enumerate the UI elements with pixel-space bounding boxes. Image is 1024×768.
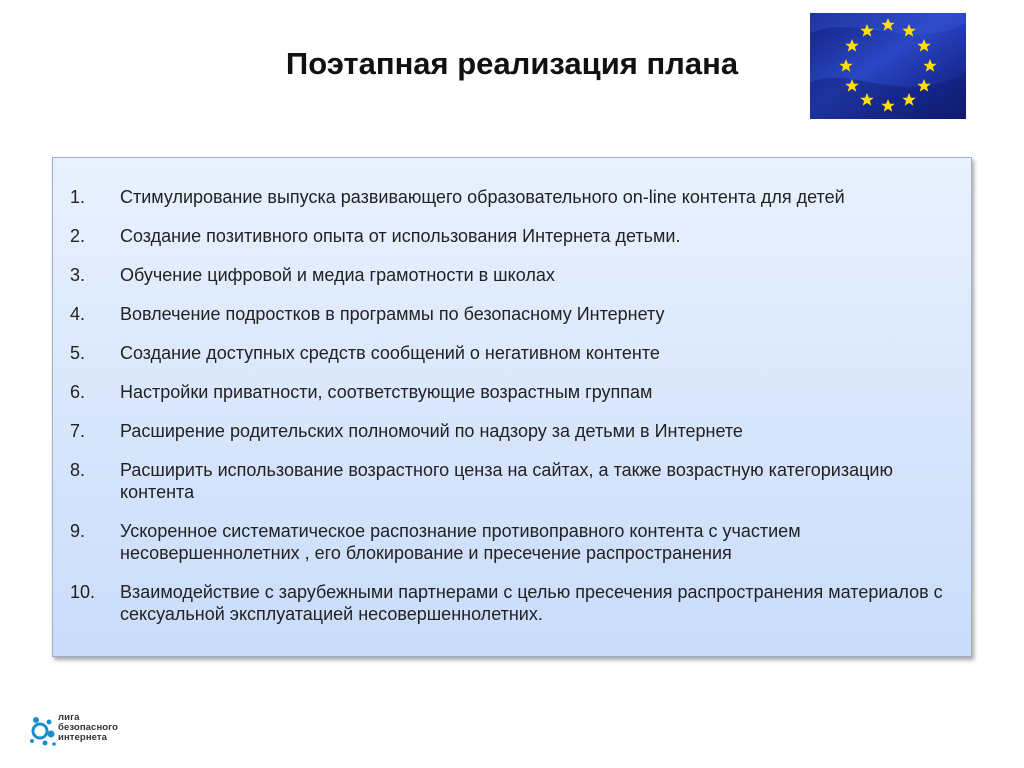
item-number: 4. — [70, 304, 86, 324]
item-text: Стимулирование выпуска развивающего образовательного on-line контента для детей — [120, 187, 845, 207]
item-text: Настройки приватности, соответствующие возрастным группам — [120, 382, 653, 402]
list-item — [70, 342, 965, 364]
list-item — [70, 581, 965, 625]
logo-text — [58, 713, 118, 743]
list-item — [70, 459, 965, 503]
eu-flag-icon — [810, 13, 966, 119]
list-item — [70, 264, 965, 286]
item-number: 5. — [70, 343, 86, 363]
item-text: Обучение цифровой и медиа грамотности в школах — [120, 265, 555, 285]
logo-line: лига — [58, 712, 80, 723]
logo-line: интернета — [58, 732, 108, 743]
item-number: 7. — [70, 421, 86, 441]
list-item — [70, 303, 965, 325]
list-item — [70, 420, 965, 442]
item-text: Создание позитивного опыта от использования Интернета детьми. — [120, 226, 681, 246]
item-text: Взаимодействие с зарубежными партнерами с целью пресечения распространения материалов с сексуальной эксплуатацией несовершеннолетних. — [120, 582, 943, 624]
item-text: Расширить использование возрастного ценза на сайтах, а также возрастную категоризацию контента — [120, 460, 893, 502]
item-text: Ускоренное систематическое распознание противоправного контента с участием несовершеннолетних , его блокирование и пресечение распространения — [120, 521, 801, 563]
item-text: Создание доступных средств сообщений о негативном контенте — [120, 343, 660, 363]
item-text: Вовлечение подростков в программы по безопасному Интернету — [120, 304, 665, 324]
list-item — [70, 381, 965, 403]
plan-list — [70, 186, 965, 642]
list-item — [70, 520, 965, 564]
plan-panel — [52, 157, 972, 657]
item-number: 8. — [70, 460, 86, 480]
item-number: 10. — [70, 582, 96, 602]
item-number: 1. — [70, 187, 86, 207]
item-number: 6. — [70, 382, 86, 402]
list-item — [70, 225, 965, 247]
list-item — [70, 186, 965, 208]
item-number: 2. — [70, 226, 86, 246]
slide-title: Поэтапная реализация плана — [285, 46, 739, 81]
item-number: 3. — [70, 265, 86, 285]
item-text: Расширение родительских полномочий по надзору за детьми в Интернете — [120, 421, 743, 441]
logo-line: безопасного — [58, 722, 119, 733]
item-number: 9. — [70, 521, 86, 541]
